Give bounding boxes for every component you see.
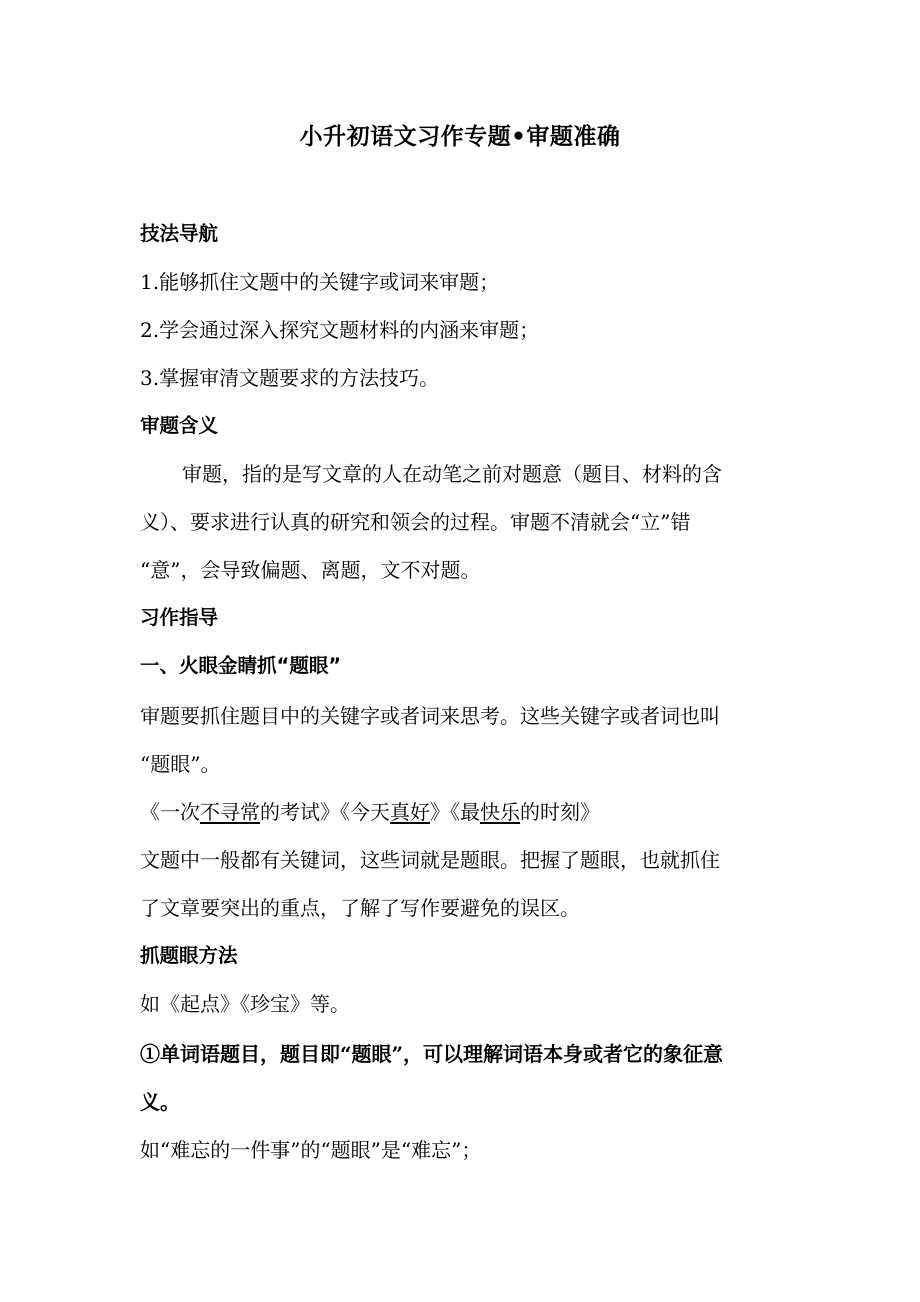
keyword-underlined: 真好 xyxy=(390,800,430,824)
keyword-underlined: 快乐 xyxy=(480,800,520,824)
para2-line-1: 文题中一般都有关键词，这些词就是题眼。把握了题眼，也就抓住 xyxy=(140,848,720,872)
examples-line xyxy=(140,798,600,826)
example-text: 的考试》《今天 xyxy=(260,800,390,824)
heading-zhidao: 习作指导 xyxy=(140,606,219,629)
example-ru-line: 如《起点》《珍宝》等。 xyxy=(140,992,350,1016)
example-text: 的时刻》 xyxy=(520,800,600,824)
example-nanwang-line: 如“难忘的一件事”的“题眼”是“难忘”； xyxy=(140,1138,482,1162)
heading-jifa: 技法导航 xyxy=(140,222,219,245)
example-text: 》《最 xyxy=(430,800,480,824)
jifa-item-3: 3.掌握审清文题要求的方法技巧。 xyxy=(140,366,440,390)
heading-hanyi: 审题含义 xyxy=(140,414,219,437)
jifa-item-2: 2.学会通过深入探究文题材料的内涵来审题； xyxy=(140,318,540,342)
example-text: 《一次 xyxy=(140,800,200,824)
method1-line-2: 义。 xyxy=(140,1090,180,1114)
document-title: 小升初语文习作专题•审题准确 xyxy=(299,124,621,150)
para1-line-2: “题眼”。 xyxy=(140,752,221,776)
keyword-underlined: 不寻常 xyxy=(200,800,260,824)
hanyi-line-3: “意”，会导致偏题、离题，文不对题。 xyxy=(140,558,481,582)
subheading-tiyan: 一、火眼金睛抓“题眼” xyxy=(140,654,342,677)
heading-fangfa: 抓题眼方法 xyxy=(140,944,238,967)
para2-line-2: 了文章要突出的重点，了解了写作要避免的误区。 xyxy=(140,896,580,920)
para1-line-1: 审题要抓住题目中的关键字或者词来思考。这些关键字或者词也叫 xyxy=(140,704,720,728)
hanyi-line-1: 审题，指的是写文章的人在动笔之前对题意（题目、材料的含 xyxy=(182,462,722,486)
jifa-item-1: 1.能够抓住文题中的关键字或词来审题； xyxy=(140,270,500,294)
hanyi-line-2: 义）、要求进行认真的研究和领会的过程。审题不清就会“立”错 xyxy=(140,510,691,534)
method1-line-1: ①单词语题目，题目即“题眼”，可以理解词语本身或者它的象征意 xyxy=(140,1042,724,1066)
